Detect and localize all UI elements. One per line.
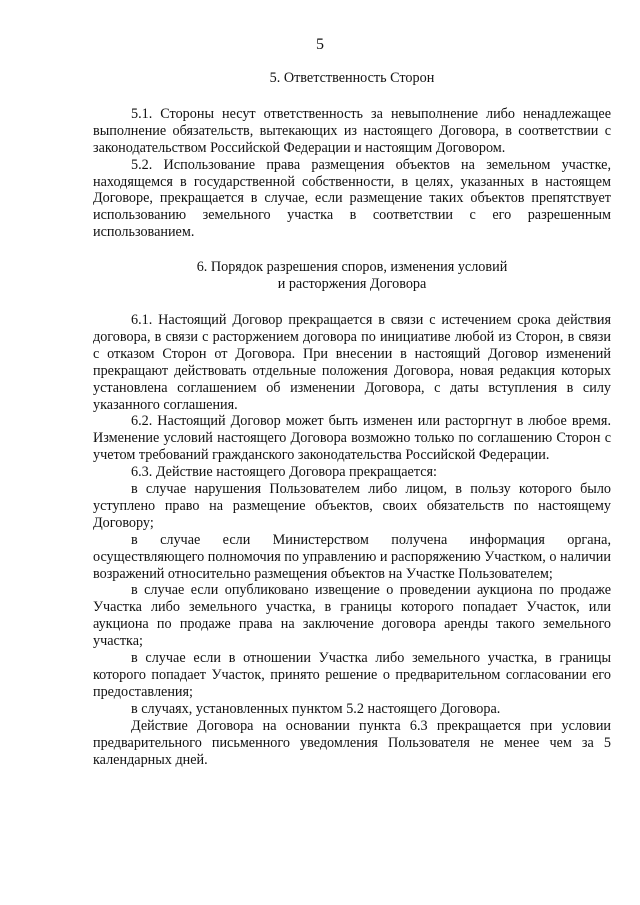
paragraph-5-1: 5.1. Стороны несут ответственность за невыполнение либо ненадлежащее выполнение обязательств, вытекающих из настоящего Договора, в соответствии с законодательством Российской Федерации и настоящим Договором.: [93, 105, 611, 156]
list-item-violation: в случае нарушения Пользователем либо лицом, в пользу которого было уступлено право на размещение объектов, своих обязательств по настоящему Договору;: [93, 481, 611, 531]
list-item-clause-5-2: в случаях, установленных пунктом 5.2 настоящего Договора.: [131, 700, 501, 717]
list-item-auction: в случае если опубликовано извещение о проведении аукциона по продаже Участка либо земельного участка, в границы которого попадает Участок, или аукциона по продаже права на заключение договора аренды такого земельного участка;: [93, 582, 611, 650]
paragraph-5-2: 5.2. Использование права размещения объектов на земельном участке, находящемся в государственной собственности, в целях, указанных в настоящем Договоре, прекращается в случае, если размещение таких объектов препятствует использованию земельного участка в соответствии с его разрешенным использованием.: [93, 156, 611, 241]
section-6-title-line-1: 6. Порядок разрешения споров, изменения условий: [196, 259, 508, 276]
paragraph-6-2: 6.2. Настоящий Договор может быть изменен или расторгнут в любое время. Изменение условий настоящего Договора возможно только по соглашению Сторон с учетом требований гражданского законодательства Российской Федерации.: [93, 413, 611, 464]
section-6-heading: [93, 259, 611, 293]
list-item-objections: в случае если Министерством получена информация органа, осуществляющего полномочия по управлению и распоряжению Участком, о наличии возражений относительно размещения объектов на Участке Пользователем;: [93, 531, 611, 582]
section-6-title-line-2: и расторжения Договора: [277, 276, 427, 293]
paragraph-6-1: 6.1. Настоящий Договор прекращается в связи с истечением срока действия договора, в связи с расторжением договора по инициативе любой из Сторон, в связи с отказом Сторон от Договора. При внесении в настоящий Договор изменений прекращают действовать отдельные положения Договора, новая редакция которых установлена соглашением об изменении Договора, с даты вступления в силу указанного соглашения.: [93, 311, 611, 413]
list-item-preliminary-approval: в случае если в отношении Участка либо земельного участка, в границы которого попадает Участок, принято решение о предварительном согласовании его предоставления;: [93, 650, 611, 700]
section-5-heading: [93, 70, 611, 87]
document-body: [93, 70, 611, 768]
section-5-title: 5. Ответственность Сторон: [269, 70, 435, 86]
paragraph-notice: Действие Договора на основании пункта 6.3 прекращается при условии предварительного письменного уведомления Пользователя не менее чем за 5 календарных дней.: [93, 717, 611, 768]
paragraph-6-3: 6.3. Действие настоящего Договора прекращается:: [131, 464, 437, 481]
page-number: 5: [316, 36, 324, 53]
